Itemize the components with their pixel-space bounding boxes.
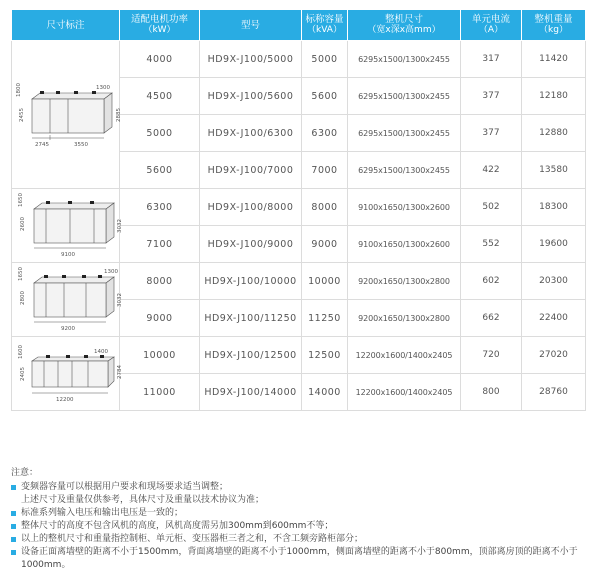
diagram-cell-1 xyxy=(12,41,120,189)
cell-current: 502 xyxy=(461,189,522,226)
cell-model: HD9X-J100/7000 xyxy=(200,152,302,189)
cabinet-diagram-4 xyxy=(16,343,123,405)
dim-width-a: 2745 xyxy=(34,141,49,148)
cell-capacity: 10000 xyxy=(302,263,348,300)
cell-power: 8000 xyxy=(120,263,200,300)
dim-height: 2455 xyxy=(18,107,25,122)
cell-model: HD9X-J100/11250 xyxy=(200,300,302,337)
diagram-cell-4 xyxy=(12,337,123,411)
cell-weight: 27020 xyxy=(522,337,586,374)
header-dimension: 整机尺寸 （宽x深x高mm） xyxy=(348,10,461,41)
dim-height2: 2885 xyxy=(115,107,122,122)
header-size: 尺寸标注 xyxy=(12,10,120,41)
cell-current: 422 xyxy=(461,152,522,189)
dim-height2: 3032 xyxy=(116,218,123,233)
cell-capacity: 7000 xyxy=(302,152,348,189)
dim-depth: 1600 xyxy=(17,344,24,359)
cell-current: 662 xyxy=(461,300,522,337)
square-bullet-icon xyxy=(11,485,16,490)
dim-height: 2600 xyxy=(19,216,26,231)
cell-power: 7100 xyxy=(120,226,200,263)
note-item: 上述尺寸及重量仅供参考，具体尺寸及重量以技术协议为准； xyxy=(21,495,265,505)
header-weight: 整机重量 （kg） xyxy=(522,10,586,41)
spec-table xyxy=(11,9,586,411)
cell-capacity: 12500 xyxy=(302,337,348,374)
cell-dimension: 6295x1500/1300x2455 xyxy=(348,78,461,115)
cell-current: 317 xyxy=(461,41,522,78)
dim-depth2: 1300 xyxy=(95,84,110,91)
dim-depth: 1650 xyxy=(17,192,24,207)
notes-title: 注意： xyxy=(11,468,39,478)
note-item: 以上的整机尺寸和重量指控制柜、单元柜、变压器柜三者之和，不含工频旁路柜部分； xyxy=(11,533,591,546)
cell-weight: 12880 xyxy=(522,115,586,152)
dim-depth2: 1300 xyxy=(103,268,118,275)
cell-weight: 19600 xyxy=(522,226,586,263)
dim-height2: 3032 xyxy=(116,292,123,307)
cell-model: HD9X-J100/5000 xyxy=(200,41,302,78)
cabinet-diagram-2 xyxy=(16,192,123,259)
diagram-cell-3 xyxy=(12,263,123,337)
cell-weight: 28760 xyxy=(522,374,586,411)
square-bullet-icon xyxy=(11,537,16,542)
cell-capacity: 5600 xyxy=(302,78,348,115)
cell-power: 4500 xyxy=(120,78,200,115)
dim-height: 2405 xyxy=(19,366,26,381)
cell-dimension: 12200x1600/1400x2405 xyxy=(348,337,461,374)
cell-dimension: 12200x1600/1400x2405 xyxy=(348,374,461,411)
cell-model: HD9X-J100/14000 xyxy=(200,374,302,411)
cell-weight: 22400 xyxy=(522,300,586,337)
cell-power: 5000 xyxy=(120,115,200,152)
dim-depth: 1800 xyxy=(15,82,22,97)
diagram-cell-2 xyxy=(12,189,123,263)
cell-weight: 12180 xyxy=(522,78,586,115)
cell-current: 377 xyxy=(461,78,522,115)
cell-model: HD9X-J100/6300 xyxy=(200,115,302,152)
cabinet-diagram-3 xyxy=(16,266,123,333)
cell-model: HD9X-J100/8000 xyxy=(200,189,302,226)
cell-model: HD9X-J100/9000 xyxy=(200,226,302,263)
header-row xyxy=(12,10,586,41)
table-row xyxy=(12,337,586,374)
dim-width: 12200 xyxy=(55,396,73,403)
cabinet-diagram-1 xyxy=(15,81,122,149)
cell-capacity: 14000 xyxy=(302,374,348,411)
dim-height2: 2784 xyxy=(116,364,123,379)
table-row xyxy=(12,263,586,300)
dim-depth: 1650 xyxy=(17,266,24,281)
cell-weight: 20300 xyxy=(522,263,586,300)
square-bullet-icon xyxy=(11,550,16,555)
square-bullet-icon xyxy=(11,511,16,516)
header-power: 适配电机功率 （kW） xyxy=(120,10,200,41)
dim-width-b: 3550 xyxy=(73,141,88,148)
note-item: 设备正面离墙壁的距离不小于1500mm，背面离墙壁的距离不小于1000mm，侧面离墙壁的距离不小于800mm，顶部离房顶的距离不小于1000mm。 xyxy=(11,546,591,572)
cell-power: 6300 xyxy=(120,189,200,226)
notes-section xyxy=(11,467,591,572)
cell-power: 10000 xyxy=(120,337,200,374)
dim-width: 9100 xyxy=(60,251,75,258)
cell-power: 11000 xyxy=(120,374,200,411)
dim-width: 9200 xyxy=(60,325,75,332)
cell-weight: 13580 xyxy=(522,152,586,189)
header-model: 型号 xyxy=(200,10,302,41)
cell-dimension: 6295x1500/1300x2455 xyxy=(348,152,461,189)
cell-current: 800 xyxy=(461,374,522,411)
cell-current: 377 xyxy=(461,115,522,152)
dim-height: 2800 xyxy=(19,290,26,305)
cell-dimension: 9100x1650/1300x2600 xyxy=(348,226,461,263)
cell-capacity: 11250 xyxy=(302,300,348,337)
cell-model: HD9X-J100/12500 xyxy=(200,337,302,374)
cell-power: 9000 xyxy=(120,300,200,337)
header-capacity: 标称容量 （kVA） xyxy=(302,10,348,41)
cell-dimension: 9200x1650/1300x2800 xyxy=(348,300,461,337)
table-row xyxy=(12,189,586,226)
cell-current: 720 xyxy=(461,337,522,374)
cell-weight: 18300 xyxy=(522,189,586,226)
square-bullet-icon xyxy=(11,524,16,529)
cell-current: 552 xyxy=(461,226,522,263)
dim-depth2: 1400 xyxy=(93,348,108,355)
cell-power: 5600 xyxy=(120,152,200,189)
cell-capacity: 5000 xyxy=(302,41,348,78)
cell-weight: 11420 xyxy=(522,41,586,78)
note-item: 标准系列输入电压和输出电压是一致的； xyxy=(11,507,591,520)
cell-capacity: 8000 xyxy=(302,189,348,226)
table-row xyxy=(12,41,586,78)
header-current: 单元电流 （A） xyxy=(461,10,522,41)
cell-dimension: 6295x1500/1300x2455 xyxy=(348,115,461,152)
cell-current: 602 xyxy=(461,263,522,300)
cell-dimension: 9200x1650/1300x2800 xyxy=(348,263,461,300)
cell-model: HD9X-J100/5600 xyxy=(200,78,302,115)
cell-capacity: 9000 xyxy=(302,226,348,263)
cell-dimension: 9100x1650/1300x2600 xyxy=(348,189,461,226)
cell-model: HD9X-J100/10000 xyxy=(200,263,302,300)
cell-power: 4000 xyxy=(120,41,200,78)
note-item: 变频器容量可以根据用户要求和现场要求适当调整； xyxy=(11,481,591,494)
cell-capacity: 6300 xyxy=(302,115,348,152)
note-item: 整体尺寸的高度不包含风机的高度，风机高度需另加300mm到600mm不等； xyxy=(11,520,591,533)
cell-dimension: 6295x1500/1300x2455 xyxy=(348,41,461,78)
